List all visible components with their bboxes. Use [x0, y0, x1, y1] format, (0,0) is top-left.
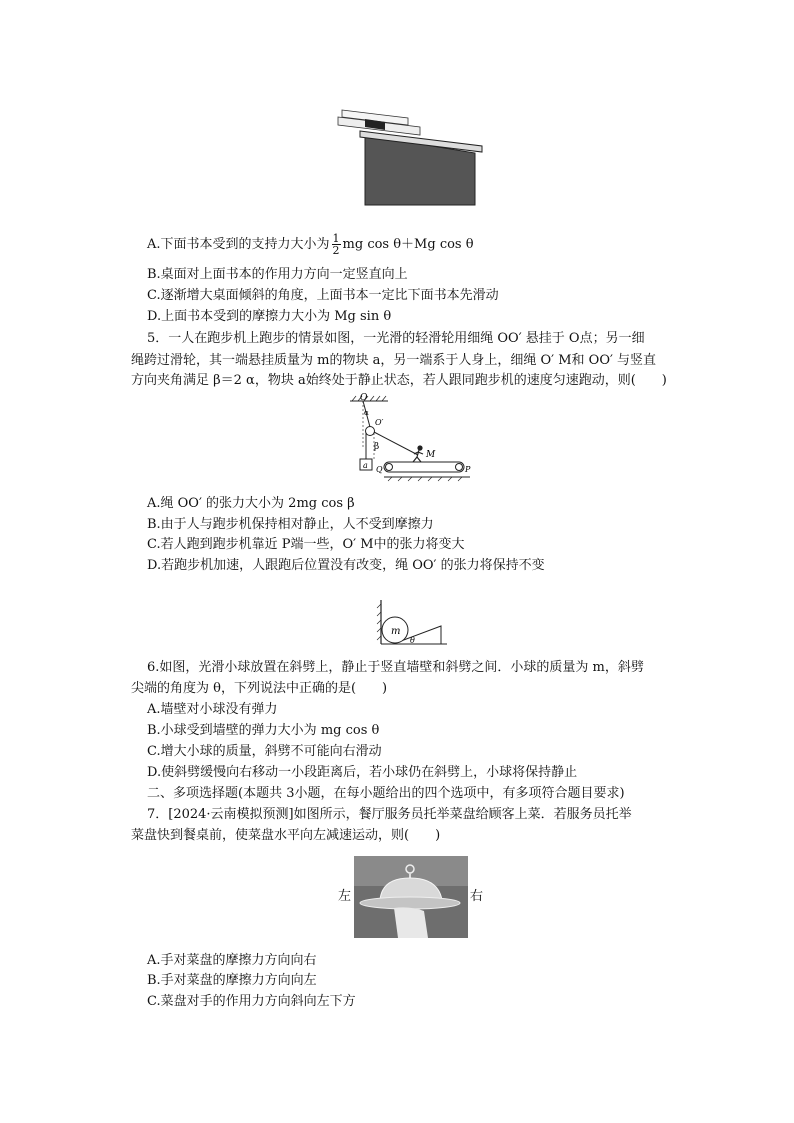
q4-option-a [147, 233, 474, 256]
q6-stem-line-1: 6.如图，光滑小球放置在斜劈上，静止于竖直墙壁和斜劈之间．小球的质量为 m，斜劈 [147, 660, 644, 675]
treadmill-pulley-figure [348, 393, 478, 485]
ball-wedge-figure [373, 598, 449, 650]
q7-stem-line-2: 菜盘快到餐桌前，使菜盘水平向左减速运动，则( ) [131, 828, 441, 843]
q5-option-c: C.若人跑到跑步机靠近 P端一些，O′ M中的张力将变大 [147, 537, 465, 552]
runner-icon [413, 446, 423, 462]
q6-option-b: B.小球受到墙壁的弹力大小为 mg cos θ [147, 723, 380, 738]
tray [360, 897, 460, 909]
label-right: 右 [470, 889, 484, 904]
q4-option-c: C.逐渐增大桌面倾斜的角度，上面书本一定比下面书本先滑动 [147, 288, 499, 303]
q7-option-a: A.手对菜盘的摩擦力方向向右 [147, 953, 317, 968]
q6-option-d: D.使斜劈缓慢向右移动一小段距离后，若小球仍在斜劈上，小球将保持静止 [147, 765, 578, 780]
q4-option-a-text: A.下面书本受到的支持力大小为 [147, 237, 330, 252]
q4-option-d: D.上面书本受到的摩擦力大小为 Mg sin θ [147, 309, 392, 324]
q4-option-a-formula: mg cos θ＋Mg cos θ [342, 237, 474, 252]
label-beta: β [374, 442, 380, 452]
pulley [366, 427, 375, 436]
q5-option-d: D.若跑步机加速，人跟跑后位置没有改变，绳 OO′ 的张力将保持不变 [147, 558, 545, 573]
label-M: M [426, 450, 436, 460]
books-on-incline-figure [330, 105, 490, 207]
label-a: a [363, 461, 368, 470]
q4-option-b: B.桌面对上面书本的作用力方向一定竖直向上 [147, 267, 408, 282]
hand [394, 907, 428, 938]
label-left: 左 [338, 889, 352, 904]
q6-option-c: C.增大小球的质量，斜劈不可能向右滑动 [147, 744, 382, 759]
q5-stem-line-2: 绳跨过滑轮，其一端悬挂质量为 m的物块 a，另一端系于人身上，细绳 O′ M和 OO′ 与竖直 [131, 353, 657, 368]
treadmill-belt [384, 462, 464, 472]
section-2-heading: 二、多项选择题(本题共 3小题，在每小题给出的四个选项中，有多项符合题目要求) [147, 786, 625, 801]
serving-tray-photo [354, 856, 468, 938]
q5-option-a: A.绳 OO′ 的张力大小为 2mg cos β [147, 496, 355, 511]
label-m: m [391, 626, 401, 637]
label-Q: Q [376, 465, 383, 474]
q7-option-b: B.手对菜盘的摩擦力方向向左 [147, 973, 317, 988]
q6-option-a: A.墙壁对小球没有弹力 [147, 702, 278, 717]
q7-stem-line-1: 7．[2024·云南模拟预测]如图所示，餐厅服务员托举菜盘给顾客上菜．若服务员托举 [147, 807, 632, 822]
q7-option-c: C.菜盘对手的作用力方向斜向左下方 [147, 994, 356, 1009]
q5-stem-line-1: 5．一人在跑步机上跑步的情景如图，一光滑的轻滑轮用细绳 OO′ 悬挂于 O点；另一细 [147, 331, 645, 346]
label-P: P [465, 465, 471, 474]
q6-stem-line-2: 尖端的角度为 θ，下列说法中正确的是( ) [131, 681, 388, 696]
label-Oprime: O′ [375, 418, 384, 427]
label-theta: θ [410, 636, 415, 645]
fraction-half: $\frac{1}{2}$ [332, 232, 340, 257]
q5-stem-line-3: 方向夹角满足 β＝2 α，物块 a始终处于静止状态，若人跟同跑步机的速度匀速跑动，则( ) [131, 373, 667, 388]
q5-option-b: B.由于人与跑步机保持相对静止，人不受到摩擦力 [147, 517, 434, 532]
label-O: O [360, 393, 368, 403]
label-alpha: α [364, 409, 369, 417]
